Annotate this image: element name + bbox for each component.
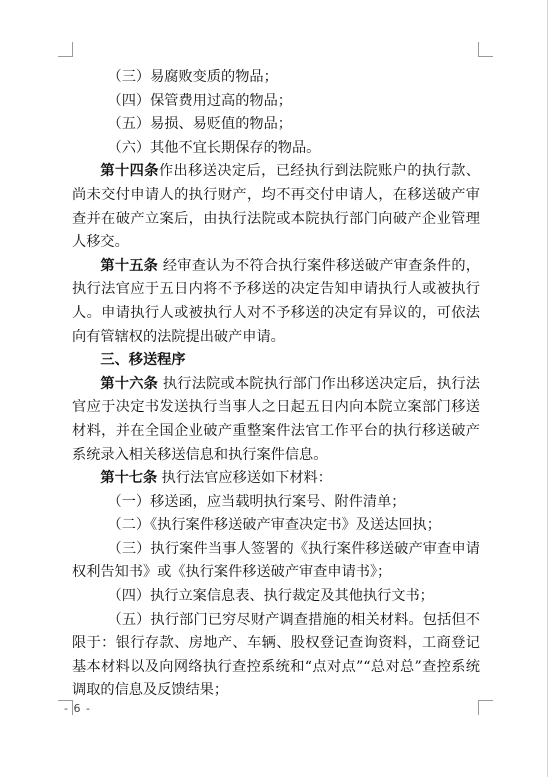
list-item: （四）执行立案信息表、执行裁定及其他执行文书；	[107, 588, 434, 605]
crop-mark-bottom-right	[478, 700, 493, 715]
list-item: （五）执行部门已穷尽财产调查措施的相关材料。包括但不限于：银行存款、房地产、车辆、股权登记查询资料，工商登记基本材料以及向网络执行查控系统和“点对点”“总对总”查控系统调取的信息及反馈结果；	[72, 611, 480, 699]
article-14	[72, 160, 480, 254]
article-text: 执行法官应移送如下材料：	[161, 470, 332, 487]
article-16	[72, 373, 480, 467]
article-title: 第十四条	[100, 163, 159, 180]
list-item: （五）易损、易贬值的物品；	[107, 116, 292, 133]
list-item: （六）其他不宜长期保存的物品。	[107, 139, 321, 156]
article-17	[72, 467, 480, 491]
list-item: （三）执行案件当事人签署的《执行案件移送破产审查申请权利告知书》或《执行案件移送破产审查申请书》；	[72, 540, 480, 581]
article-text: 作出移送决定后，已经执行到法院账户的执行款、尚未交付申请人的执行财产，均不再交付申请人，在移送破产审查并在破产立案后，由执行法院或本院执行部门向破产企业管理人移交。	[72, 163, 480, 251]
section-heading: 三、移送程序	[100, 352, 186, 369]
article-15	[72, 255, 480, 349]
list-item: （四）保管费用过高的物品；	[107, 92, 292, 109]
crop-mark-top-left	[58, 42, 73, 57]
crop-mark-top-right	[478, 42, 493, 57]
list-item: （二）《执行案件移送破产审查决定书》及送达回执；	[107, 517, 441, 534]
article-title: 第十五条	[100, 257, 159, 274]
article-text: 执行法院或本院执行部门作出移送决定后，执行法官应于决定书发送执行当事人之日起五日内向本院立案部门移送材料，并在全国企业破产重整案件法官工作平台的执行移送破产系统录入相关移送信息和执行案件信息。	[72, 375, 480, 463]
list-item: （三）易腐败变质的物品；	[107, 69, 278, 85]
article-title: 第十七条	[100, 470, 158, 487]
article-text: 经审查认为不符合执行案件移送破产审查条件的，执行法官应于五日内将不予移送的决定告知申请执行人或被执行人。申请执行人或被执行人对不予移送的决定有异议的，可依法向有管辖权的法院提出破产申请。	[72, 257, 480, 345]
article-title: 第十六条	[100, 375, 159, 392]
document-body	[72, 66, 480, 703]
list-item: （一）移送函，应当载明执行案号、附件清单；	[107, 493, 406, 510]
page-number: - 6 -	[64, 702, 91, 715]
